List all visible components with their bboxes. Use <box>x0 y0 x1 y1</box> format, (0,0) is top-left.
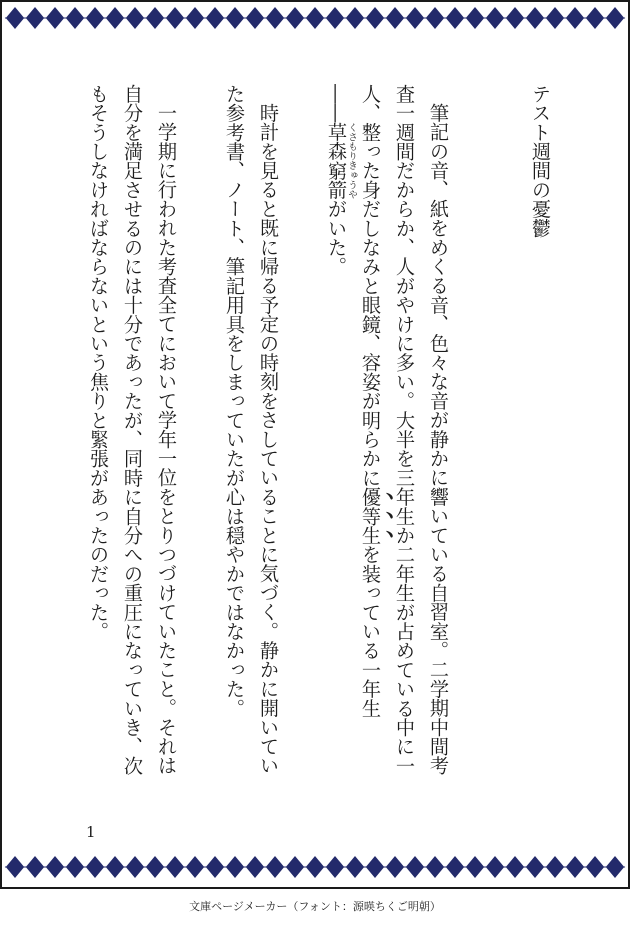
chapter-title: テスト週間の憂鬱 <box>529 84 552 238</box>
diamond-pattern <box>4 855 626 879</box>
body-line <box>353 84 397 718</box>
ruby-reading: きゅうや <box>346 160 357 200</box>
name-ruby <box>325 122 357 161</box>
body-line-text: 人、整った身だしなみと眼鏡、容姿が明らかに <box>359 84 382 488</box>
ruby-reading: くさもり <box>346 122 357 161</box>
diamond-border-bottom <box>4 855 626 879</box>
body-line: 査一週間だからか、人がやけに多い。大半を三年生か二年生が占めている中に一 <box>393 84 416 776</box>
page-number: 1 <box>86 823 96 841</box>
diamond-pattern <box>4 6 626 30</box>
body-line: 一学期に行われた考査全てにおいて学年一位をとりつづけていたこと。それは <box>155 103 178 776</box>
name-ruby <box>325 160 357 200</box>
ruby-base: 草森 <box>325 122 348 161</box>
diamond-border-top <box>4 6 626 30</box>
body-line: 時計を見ると既に帰る予定の時刻をさしていることに気づく。静かに開いてい <box>257 103 280 776</box>
body-line: た参考書、ノート、筆記用具をしまっていたが心は穏やかではなかった。 <box>223 84 246 718</box>
body-line-text: がいた。 <box>325 199 348 276</box>
emphasized-text: 優等生 <box>359 487 382 545</box>
dash-text: ―― <box>325 84 348 123</box>
body-line: もそうしなければならないという焦りと緊張があったのだった。 <box>87 84 110 641</box>
ruby-base: 窮箭 <box>325 160 348 200</box>
body-line <box>319 84 357 276</box>
body-line: 筆記の音、紙をめくる音、色々な音が静かに響いている自習室。二学期中間考 <box>427 103 450 776</box>
footer-credit: 文庫ページメーカー（フォント：源暎ちくご明朝） <box>189 900 441 913</box>
body-line: 自分を満足させるのには十分であったが、同時に自分への重圧になっていき、次 <box>121 84 144 776</box>
body-line-text: を装っている一年生 <box>359 544 382 718</box>
